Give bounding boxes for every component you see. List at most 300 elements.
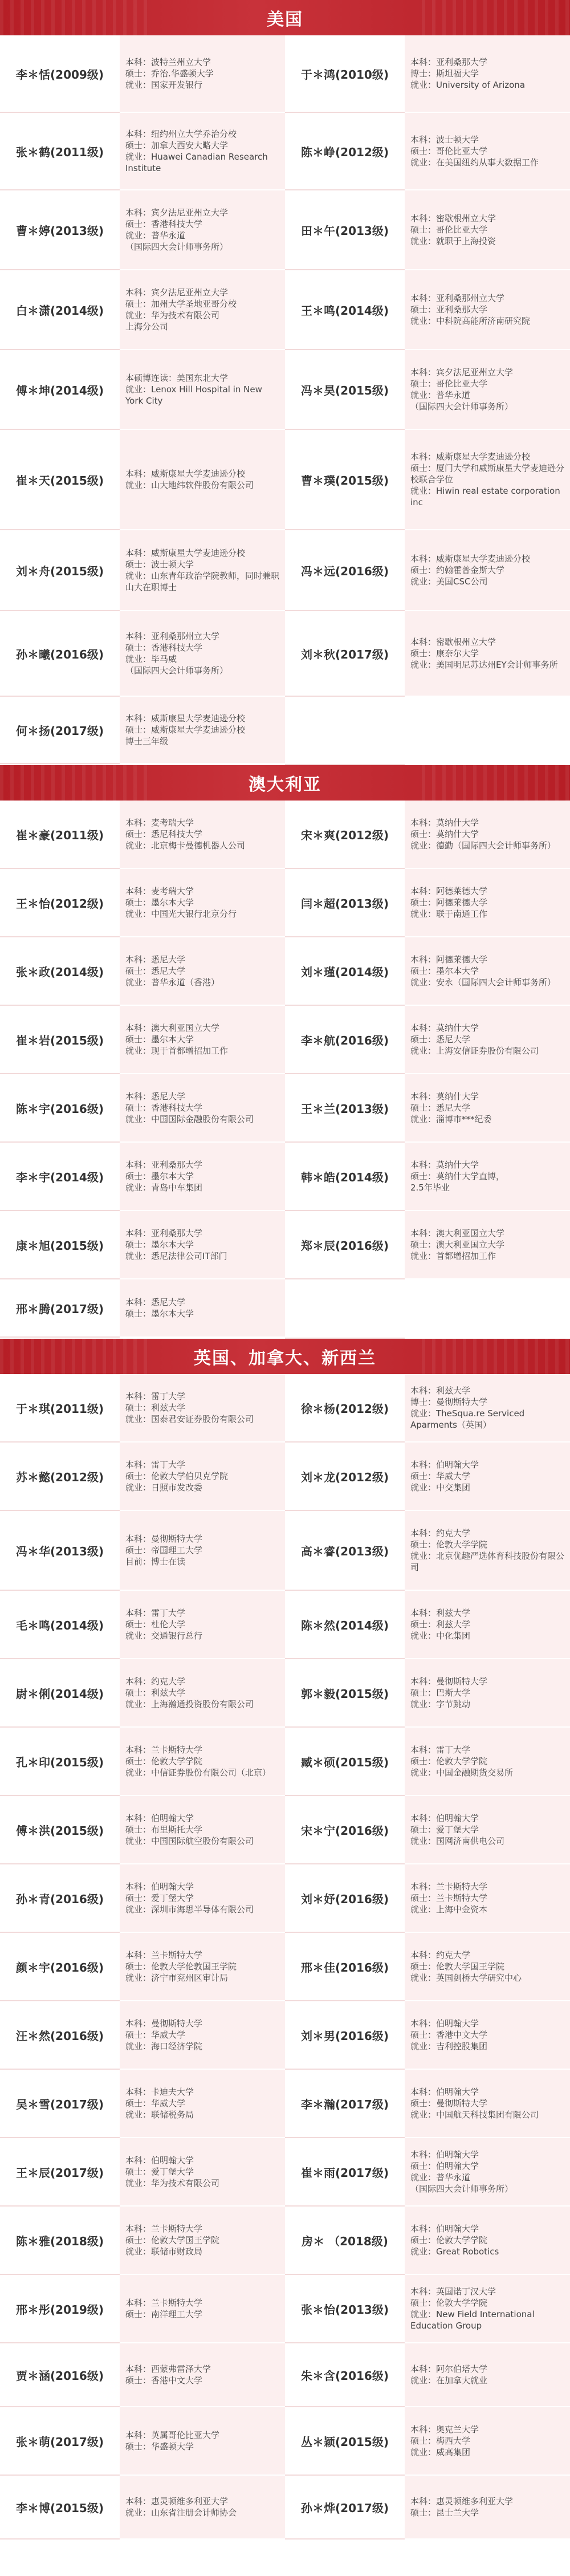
detail-line: 博士：曼彻斯特大学 [410, 1397, 488, 1407]
detail-line: 就业：现于首都增招加工作 [125, 1046, 229, 1056]
detail-line: （国际四大会计师事务所） [410, 2184, 514, 2194]
alumni-detail [405, 2275, 570, 2343]
alumni-detail [405, 1864, 570, 1933]
detail-line: 硕士：帝国理工大学 [125, 1545, 203, 1555]
banner-pattern-right [422, 1339, 570, 1374]
detail-line: 硕士：悉尼大学 [410, 1103, 471, 1113]
detail-line: 本科：雷丁大学 [125, 1391, 186, 1401]
detail-line: 就业：University of Arizona [410, 80, 526, 90]
detail-line: 就业：Lenox Hill Hospital in New York City [125, 384, 262, 406]
section-banner [0, 1339, 570, 1374]
detail-line: 硕士：伦敦大学学院 [410, 2235, 488, 2245]
detail-line: 就业：普华永道 [410, 2172, 471, 2183]
detail-line: 2.5年毕业 [410, 1183, 450, 1193]
detail-line: 本科：约克大学 [125, 1676, 186, 1687]
detail-line: 本科：悉尼大学 [125, 954, 186, 965]
alumni-name: 崔＊雨(2017级) [285, 2138, 405, 2207]
detail-line: 硕士：哥伦比亚大学 [410, 146, 488, 156]
detail-line: 就业：国家开发银行 [125, 80, 203, 90]
detail-line: 就业：Great Robotics [410, 2246, 499, 2257]
detail-line: 就业：在加拿大就业 [410, 2375, 488, 2386]
empty-cell [285, 1279, 405, 1339]
detail-line: 本科：波士顿大学 [410, 135, 479, 145]
detail-line: 就业：联于南通工作 [410, 909, 488, 919]
alumni-detail [120, 697, 285, 764]
detail-line: 就业：华为技术有限公司 [125, 310, 220, 320]
alumni-detail [405, 35, 570, 113]
detail-line: 就业：国网济南供电公司 [410, 1836, 505, 1846]
alumni-name: 李＊瀚(2017级) [285, 2070, 405, 2138]
alumni-detail [120, 1211, 285, 1279]
detail-line: 本科：伯明翰大学 [125, 1813, 194, 1823]
detail-line: 本科：伯明翰大学 [410, 2018, 479, 2029]
detail-line: 就业：德勤（国际四大会计师事务所） [410, 840, 556, 851]
detail-line: 硕士：香港中文大学 [125, 2375, 203, 2386]
detail-line: 本科：伯明翰大学 [410, 2224, 479, 2234]
alumni-detail [120, 1933, 285, 2001]
alumni-detail [405, 937, 570, 1006]
alumni-detail [120, 1728, 285, 1796]
alumni-detail [405, 2207, 570, 2275]
section-banner [0, 0, 570, 35]
detail-line: 本科：阿德莱德大学 [410, 954, 488, 965]
alumni-detail [120, 2343, 285, 2407]
detail-line: 硕士：伦敦大学学院 [410, 2298, 488, 2308]
alumni-detail [405, 2001, 570, 2070]
alumni-detail [120, 270, 285, 350]
section-title: 澳大利亚 [249, 775, 321, 795]
detail-line: 硕士：利兹大学 [410, 1619, 471, 1630]
detail-line: 硕士：莫纳什大学 [410, 829, 479, 839]
detail-line: 本科：莫纳什大学 [410, 1160, 479, 1170]
alumni-name: 刘＊秋(2017级) [285, 611, 405, 697]
alumni-name: 徐＊杨(2012级) [285, 1374, 405, 1443]
alumni-name: 宋＊宁(2016级) [285, 1796, 405, 1864]
detail-line: 硕士：华威大学 [125, 2030, 186, 2040]
detail-line: 硕士：哥伦比亚大学 [410, 379, 488, 389]
detail-line: 就业：中交集团 [410, 1482, 471, 1493]
alumni-detail [120, 430, 285, 530]
detail-line: 本科：雷丁大学 [125, 1608, 186, 1618]
detail-line: 本科：曼彻斯特大学 [125, 1534, 203, 1544]
detail-line: 硕士：亚利桑那大学 [410, 304, 488, 315]
detail-line: 本科：威斯康星大学麦迪逊分校 [410, 452, 531, 462]
detail-line: 本科：亚利桑那州立大学 [125, 631, 220, 641]
detail-line: 硕士：悉尼大学 [410, 1034, 471, 1045]
detail-line: 就业：山大地纬软件股份有限公司 [125, 480, 254, 490]
alumni-detail [405, 530, 570, 611]
detail-line: 就业：美国CSC公司 [410, 576, 488, 587]
detail-line: 硕士：伦敦大学学院 [410, 1756, 488, 1766]
detail-line: 硕士：墨尔本大学 [125, 897, 194, 908]
alumni-name: 冯＊昊(2015级) [285, 350, 405, 430]
detail-line: 就业：上海瀚通投资股份有限公司 [125, 1699, 254, 1709]
detail-line: （国际四大会计师事务所） [125, 665, 229, 676]
empty-cell [405, 697, 570, 764]
alumni-name: 李＊恬(2009级) [0, 35, 120, 113]
detail-line: 本科：威斯康星大学麦迪逊分校 [125, 548, 246, 558]
alumni-detail [120, 113, 285, 190]
detail-line: 上海分公司 [125, 322, 169, 332]
alumni-detail [405, 2407, 570, 2476]
detail-line: 硕士：香港科技大学 [125, 219, 203, 229]
alumni-detail [405, 1443, 570, 1511]
alumni-name: 何＊扬(2017级) [0, 697, 120, 764]
detail-line: 本科：密歇根州立大学 [410, 213, 496, 224]
alumni-name: 邢＊彤(2019级) [0, 2275, 120, 2343]
section-title: 美国 [267, 10, 303, 30]
alumni-name: 于＊鸿(2010级) [285, 35, 405, 113]
alumni-name: 邢＊佳(2016级) [285, 1933, 405, 2001]
alumni-name: 傅＊坤(2014级) [0, 350, 120, 430]
detail-line: 博士三年级 [125, 736, 169, 746]
alumni-name: 吴＊雪(2017级) [0, 2070, 120, 2138]
detail-line: 本科：宾夕法尼亚州立大学 [125, 287, 229, 298]
detail-line: 本科：阿尔伯塔大学 [410, 2364, 488, 2374]
detail-line: 本科：波特兰州立大学 [125, 57, 211, 67]
alumni-detail [405, 1728, 570, 1796]
alumni-name: 闫＊超(2013级) [285, 869, 405, 937]
detail-line: 硕士：悉尼科技大学 [125, 829, 203, 839]
alumni-name: 韩＊皓(2014级) [285, 1143, 405, 1211]
empty-cell [405, 1279, 570, 1338]
detail-line: 本科：伯明翰大学 [125, 2155, 194, 2165]
alumni-name: 贾＊涵(2016级) [0, 2343, 120, 2407]
alumni-name: 曹＊璞(2015级) [285, 430, 405, 530]
detail-line: 硕士：杜伦大学 [125, 1619, 186, 1630]
detail-line: 硕士：香港科技大学 [125, 1103, 203, 1113]
detail-line: 本科：澳大利亚国立大学 [410, 1228, 505, 1238]
alumni-name: 冯＊远(2016级) [285, 530, 405, 611]
detail-line: 硕士：波士顿大学 [125, 559, 194, 570]
detail-line: 硕士：布里斯托大学 [125, 1825, 203, 1835]
detail-line: 就业：TheSqua.re Serviced Aparments（英国） [410, 1408, 525, 1430]
alumni-detail [120, 611, 285, 697]
detail-line: 本科：约克大学 [410, 1950, 471, 1960]
detail-line: 就业：中国光大银行北京分行 [125, 909, 237, 919]
detail-line: 就业：深圳市海思半导体有限公司 [125, 1904, 254, 1915]
detail-line: 本科：曼彻斯特大学 [410, 1676, 488, 1687]
detail-line: 本科：麦考瑞大学 [125, 818, 194, 828]
detail-line: 本科：威斯康星大学麦迪逊分校 [125, 469, 246, 479]
detail-line: 本科：莫纳什大学 [410, 1023, 479, 1033]
alumni-detail [120, 190, 285, 270]
detail-line: 本科：奥克兰大学 [410, 2424, 479, 2435]
alumni-detail [405, 801, 570, 869]
alumni-detail [405, 1659, 570, 1728]
detail-line: 本科：伯明翰大学 [410, 2087, 479, 2097]
alumni-detail [120, 2070, 285, 2138]
detail-line: 就业：中国国际航空股份有限公司 [125, 1836, 254, 1846]
alumni-name: 邢＊腾(2017级) [0, 1279, 120, 1338]
alumni-name: 崔＊岩(2015级) [0, 1006, 120, 1074]
detail-line: 硕士：威斯康星大学麦迪逊分校 [125, 725, 246, 735]
banner-pattern-left [0, 0, 148, 35]
alumni-detail [405, 1591, 570, 1659]
detail-line: （国际四大会计师事务所） [410, 401, 514, 412]
detail-line: 本科：麦考瑞大学 [125, 886, 194, 896]
section-banner [0, 765, 570, 801]
detail-line: 就业：国泰君安证券股份有限公司 [125, 1414, 254, 1424]
detail-line: 硕士：悉尼大学 [125, 966, 186, 976]
detail-line: 本科：密歇根州立大学 [410, 637, 496, 647]
detail-line: 就业：上海安信证券股份有限公司 [410, 1046, 539, 1056]
detail-line: 就业：首都增招加工作 [410, 1251, 496, 1261]
detail-line: 就业：淄博市***纪委 [410, 1114, 492, 1124]
alumni-detail [120, 1796, 285, 1864]
detail-line: 硕士：伦敦大学国王学院 [410, 1961, 505, 1972]
alumni-detail [120, 1591, 285, 1659]
detail-line: 就业：北京梅卡曼德机器人公司 [125, 840, 246, 851]
detail-line: 本硕博连读：美国东北大学 [125, 373, 229, 383]
alumni-grid [0, 1374, 570, 2540]
empty-cell [285, 697, 405, 765]
detail-line: 硕士：伦敦大学学院 [125, 1756, 203, 1766]
alumni-name: 郭＊毅(2015级) [285, 1659, 405, 1728]
detail-line: 硕士：爱丁堡大学 [125, 1893, 194, 1903]
detail-line: 就业：吉利控股集团 [410, 2041, 488, 2051]
detail-line: 本科：雷丁大学 [125, 1460, 186, 1470]
detail-line: 硕士：爱丁堡大学 [125, 2167, 194, 2177]
detail-line: 硕士：爱丁堡大学 [410, 1825, 479, 1835]
alumni-name: 张＊怡(2013级) [285, 2275, 405, 2343]
detail-line: 硕士：墨尔本大学 [410, 966, 479, 976]
detail-line: 本科：惠灵顿维多利亚大学 [410, 2496, 514, 2506]
alumni-detail [120, 1443, 285, 1511]
alumni-detail [120, 35, 285, 113]
alumni-name: 李＊宇(2014级) [0, 1143, 120, 1211]
alumni-name: 王＊辰(2017级) [0, 2138, 120, 2207]
alumni-name: 宋＊爽(2012级) [285, 801, 405, 869]
alumni-name: 冯＊华(2013级) [0, 1511, 120, 1591]
detail-line: 就业：美国明尼苏达州EY会计师事务所 [410, 660, 558, 670]
alumni-name: 刘＊龙(2012级) [285, 1443, 405, 1511]
detail-line: 硕士：香港科技大学 [125, 643, 203, 653]
detail-line: 硕士：莫纳什大学直博， [410, 1171, 505, 1181]
section-title: 英国、加拿大、新西兰 [194, 1348, 376, 1368]
alumni-name: 陈＊宇(2016级) [0, 1074, 120, 1143]
detail-line: 就业：海口经济学院 [125, 2041, 203, 2051]
detail-line: 硕士：墨尔本大学 [125, 1171, 194, 1181]
detail-line: 本科：兰卡斯特大学 [125, 1950, 203, 1960]
detail-line: 硕士：乔治.华盛顿大学 [125, 68, 214, 79]
detail-line: 本科：兰卡斯特大学 [125, 2224, 203, 2234]
alumni-detail [120, 801, 285, 869]
alumni-detail [120, 2207, 285, 2275]
alumni-detail [405, 869, 570, 937]
detail-line: 硕士：梅西大学 [410, 2436, 471, 2446]
alumni-name: 李＊博(2015级) [0, 2476, 120, 2540]
alumni-name: 臧＊硕(2015级) [285, 1728, 405, 1796]
alumni-detail [120, 1374, 285, 1443]
alumni-name: 苏＊懿(2012级) [0, 1443, 120, 1511]
alumni-detail [120, 2001, 285, 2070]
detail-line: 就业：华为技术有限公司 [125, 2178, 220, 2188]
detail-line: 硕士：约翰霍普金斯大学 [410, 565, 505, 575]
detail-line: 就业：威高集团 [410, 2447, 471, 2457]
detail-line: 就业：Huawei Canadian Research Institute [125, 152, 268, 173]
detail-line: 本科：利兹大学 [410, 1608, 471, 1618]
alumni-name: 崔＊豪(2011级) [0, 801, 120, 869]
detail-line: 本科：亚利桑那大学 [125, 1228, 203, 1238]
alumni-name: 刘＊妤(2016级) [285, 1864, 405, 1933]
alumni-detail [405, 1143, 570, 1211]
alumni-detail [405, 270, 570, 350]
detail-line: 本科：亚利桑那州立大学 [410, 293, 505, 303]
alumni-name: 张＊政(2014级) [0, 937, 120, 1006]
detail-line: 本科：亚利桑那大学 [125, 1160, 203, 1170]
detail-line: 就业：New Field International Education Group [410, 2309, 535, 2331]
detail-line: 硕士：哥伦比亚大学 [410, 225, 488, 235]
alumni-detail [405, 2138, 570, 2207]
detail-line: 本科：莫纳什大学 [410, 1091, 479, 1102]
detail-line: 就业：联储市财政局 [125, 2246, 203, 2257]
alumni-name: 傅＊洪(2015级) [0, 1796, 120, 1864]
detail-line: 就业：中国航天科技集团有限公司 [410, 2110, 539, 2120]
detail-line: 就业：上海中金资本 [410, 1904, 488, 1915]
detail-line: 硕士：曼彻斯特大学 [410, 2098, 488, 2108]
alumni-name: 孙＊曦(2016级) [0, 611, 120, 697]
banner-pattern-right [422, 765, 570, 801]
alumni-detail [120, 350, 285, 430]
detail-line: 硕士：厦门大学和威斯康星大学麦迪逊分校联合学位 [410, 463, 565, 485]
detail-line: 硕士：南洋理工大学 [125, 2309, 203, 2319]
alumni-detail [405, 1511, 570, 1591]
detail-line: 硕士：华威大学 [410, 1471, 471, 1481]
alumni-name: 于＊琪(2011级) [0, 1374, 120, 1443]
detail-line: 本科：宾夕法尼亚州立大学 [125, 208, 229, 218]
alumni-detail [120, 1143, 285, 1211]
alumni-detail [120, 1074, 285, 1143]
detail-line: 本科：悉尼大学 [125, 1297, 186, 1307]
detail-line: 博士：斯坦福大学 [410, 68, 479, 79]
alumni-name: 康＊旭(2015级) [0, 1211, 120, 1279]
detail-line: 本科：兰卡斯特大学 [125, 1745, 203, 1755]
detail-line: 本科：雷丁大学 [410, 1745, 471, 1755]
detail-line: 本科：利兹大学 [410, 1385, 471, 1396]
detail-line: 硕士：伦敦大学伦敦国王学院 [125, 1961, 237, 1972]
alumni-detail [120, 869, 285, 937]
alumni-name: 李＊航(2016级) [285, 1006, 405, 1074]
detail-line: 就业：普华永道（香港） [125, 977, 220, 988]
alumni-detail [405, 190, 570, 270]
detail-line: （国际四大会计师事务所） [125, 242, 229, 252]
detail-line: 就业：毕马威 [125, 654, 177, 664]
alumni-detail [120, 1006, 285, 1074]
detail-line: 本科：曼彻斯特大学 [125, 2018, 203, 2029]
alumni-name: 陈＊峥(2012级) [285, 113, 405, 190]
detail-line: 本科：亚利桑那大学 [410, 57, 488, 67]
alumni-detail [120, 1864, 285, 1933]
detail-line: 硕士：兰卡斯特大学 [410, 1893, 488, 1903]
detail-line: 就业：北京优趣严选体育科技股份有限公司 [410, 1551, 565, 1573]
alumni-name: 刘＊男(2016级) [285, 2001, 405, 2070]
detail-line: 就业：普华永道 [125, 230, 186, 241]
detail-line: 本科：惠灵顿维多利亚大学 [125, 2496, 229, 2506]
detail-line: 目前：博士在读 [125, 1557, 186, 1567]
banner-pattern-right [422, 0, 570, 35]
alumni-name: 崔＊天(2015级) [0, 430, 120, 530]
alumni-detail [120, 1511, 285, 1591]
detail-line: 就业：山东青年政治学院教师，同时兼职山大在职博士 [125, 571, 280, 592]
detail-line: 就业：济宁市兖州区审计局 [125, 1973, 229, 1983]
detail-line: 硕士：香港中文大学 [410, 2030, 488, 2040]
detail-line: 本科：伯明翰大学 [410, 1813, 479, 1823]
detail-line: 本科：兰卡斯特大学 [125, 2298, 203, 2308]
detail-line: 本科：澳大利亚国立大学 [125, 1023, 220, 1033]
alumni-name: 王＊鸣(2014级) [285, 270, 405, 350]
detail-line: 本科：英属哥伦比亚大学 [125, 2430, 220, 2440]
alumni-name: 汪＊然(2016级) [0, 2001, 120, 2070]
detail-line: 硕士：巴斯大学 [410, 1688, 471, 1698]
detail-line: 就业：联储税务局 [125, 2110, 194, 2120]
detail-line: 就业：字节跳动 [410, 1699, 471, 1709]
alumni-detail [120, 937, 285, 1006]
detail-line: 硕士：阿德莱德大学 [410, 897, 488, 908]
detail-line: 本科：兰卡斯特大学 [410, 1882, 488, 1892]
alumni-detail [405, 611, 570, 697]
banner-pattern-left [0, 1339, 148, 1374]
detail-line: 硕士：昆士兰大学 [410, 2508, 479, 2518]
alumni-detail [120, 2138, 285, 2207]
detail-line: 本科：莫纳什大学 [410, 818, 479, 828]
alumni-detail [405, 1074, 570, 1143]
banner-pattern-left [0, 765, 148, 801]
alumni-name: 丛＊颖(2015级) [285, 2407, 405, 2476]
alumni-name: 郑＊辰(2016级) [285, 1211, 405, 1279]
alumni-name: 颜＊宇(2016级) [0, 1933, 120, 2001]
detail-line: 就业：就职于上海投资 [410, 236, 496, 246]
alumni-name: 孙＊烨(2017级) [285, 2476, 405, 2540]
alumni-detail [405, 2343, 570, 2407]
alumni-name: 房＊ （2018级) [285, 2207, 405, 2275]
alumni-detail [120, 530, 285, 611]
detail-line: 硕士：伦敦大学国王学院 [125, 2235, 220, 2245]
alumni-name: 田＊午(2013级) [285, 190, 405, 270]
detail-line: 硕士：墨尔本大学 [125, 1309, 194, 1319]
alumni-detail [405, 1933, 570, 2001]
alumni-detail [405, 1211, 570, 1279]
alumni-grid [0, 801, 570, 1339]
detail-line: 本科：伯明翰大学 [410, 1460, 479, 1470]
detail-line: 就业：中科院高能所济南研究院 [410, 316, 531, 326]
detail-line: 本科：威斯康星大学麦迪逊分校 [125, 713, 246, 724]
alumni-detail [405, 350, 570, 430]
detail-line: 硕士：伦敦大学学院 [410, 1539, 488, 1550]
detail-line: 本科：英国诺丁汉大学 [410, 2286, 496, 2297]
detail-line: 硕士：伦敦大学伯贝克学院 [125, 1471, 229, 1481]
detail-line: 就业：中化集团 [410, 1631, 471, 1641]
detail-line: 就业：在美国纽约从事大数据工作 [410, 157, 539, 168]
alumni-name: 张＊鹤(2011级) [0, 113, 120, 190]
detail-line: 就业：普华永道 [410, 390, 471, 400]
detail-line: 硕士：墨尔本大学 [125, 1034, 194, 1045]
alumni-name: 孙＊青(2016级) [0, 1864, 120, 1933]
alumni-detail [405, 1374, 570, 1443]
detail-line: 本科：约克大学 [410, 1528, 471, 1538]
alumni-name: 陈＊然(2014级) [285, 1591, 405, 1659]
alumni-detail [405, 113, 570, 190]
alumni-name: 刘＊舟(2015级) [0, 530, 120, 611]
alumni-name: 白＊潇(2014级) [0, 270, 120, 350]
detail-line: 就业：山东省注册会计师协会 [125, 2508, 237, 2518]
detail-line: 本科：宾夕法尼亚州立大学 [410, 367, 514, 377]
alumni-name: 孔＊印(2015级) [0, 1728, 120, 1796]
alumni-name: 陈＊雅(2018级) [0, 2207, 120, 2275]
detail-line: 本科：悉尼大学 [125, 1091, 186, 1102]
alumni-name: 朱＊含(2016级) [285, 2343, 405, 2407]
detail-line: 就业：中国国际金融股份有限公司 [125, 1114, 254, 1124]
